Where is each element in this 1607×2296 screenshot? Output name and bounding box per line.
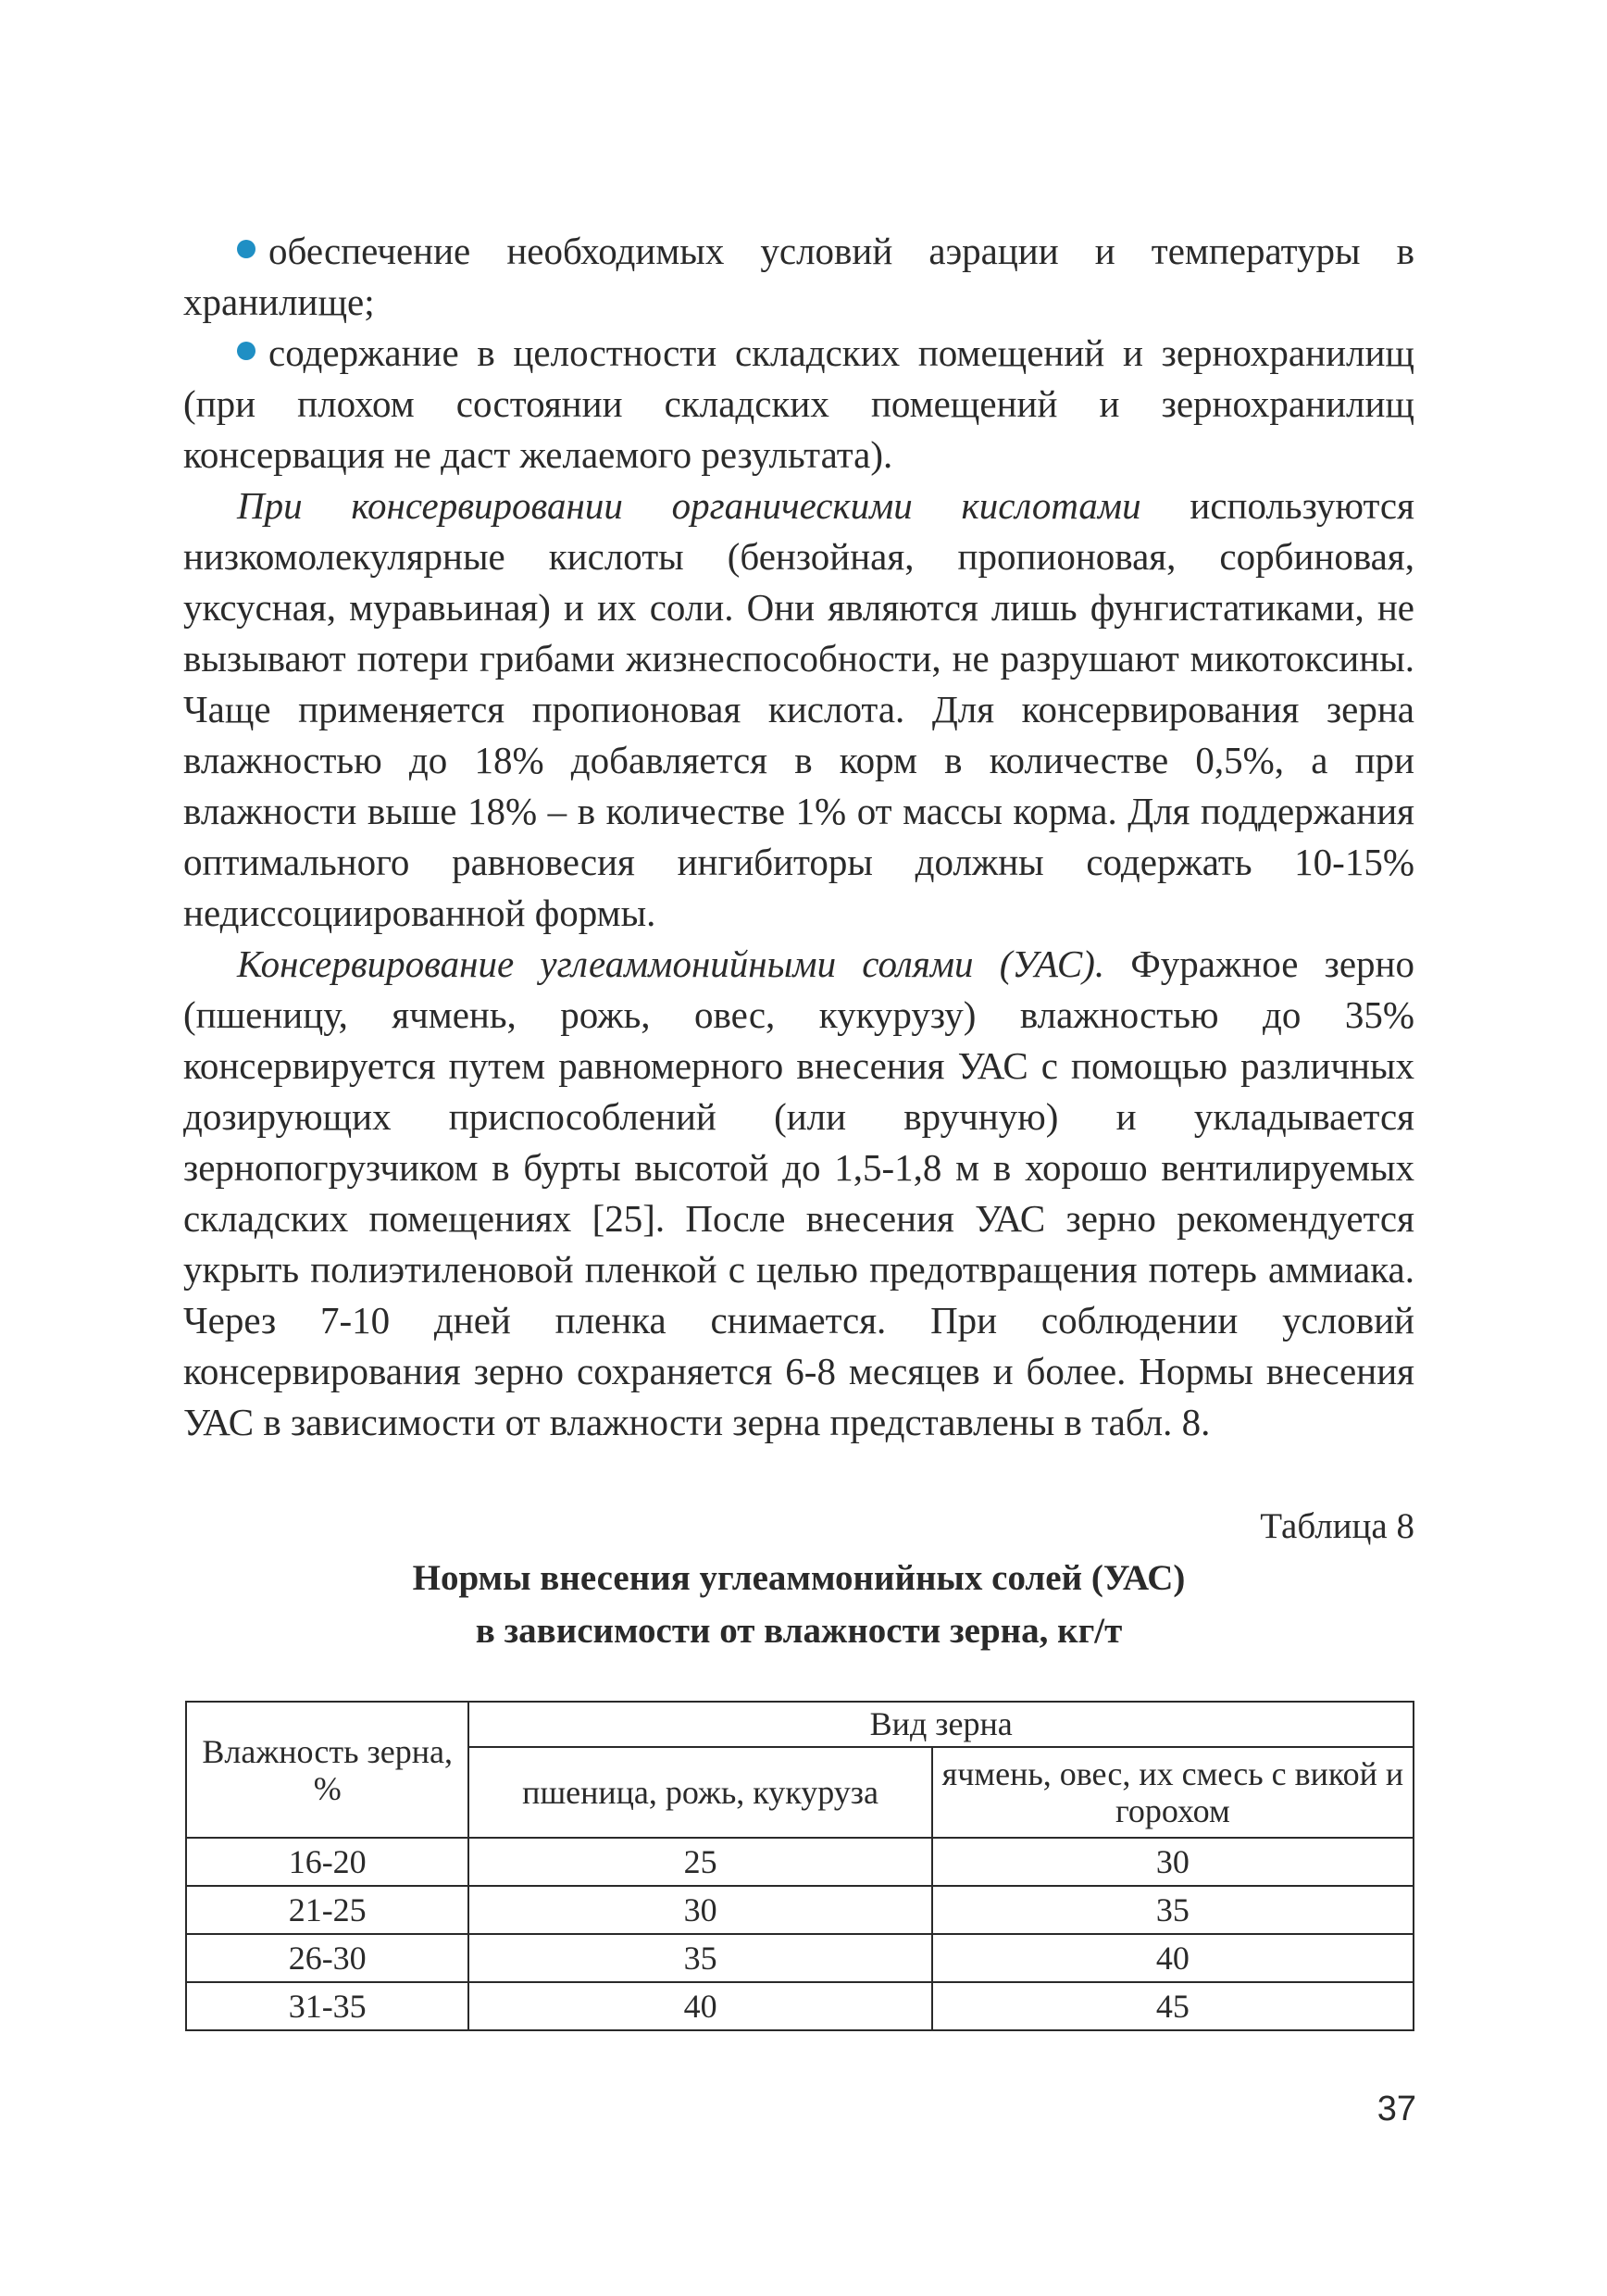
bullet-icon: [237, 342, 255, 360]
bullet-icon: [237, 240, 255, 258]
cell-wheat: 40: [468, 1982, 931, 2030]
paragraph-italic-lead: Консервирование углеаммонийными солями (УАС).: [237, 942, 1105, 985]
body-text: [183, 226, 1414, 1448]
paragraph-organic-acids: [183, 480, 1414, 939]
paragraph-italic-lead: При консервировании органическими кислотами: [237, 484, 1141, 527]
cell-wheat: 25: [468, 1838, 931, 1886]
header-moisture: Влажность зерна, %: [186, 1702, 468, 1838]
cell-moisture: 16-20: [186, 1838, 468, 1886]
cell-wheat: 35: [468, 1934, 931, 1982]
bullet-item: [183, 226, 1414, 328]
paragraph-text: используются низкомолекулярные кислоты (бензойная, пропионовая, сорбиновая, уксусная, муравьиная) и их соли. Они являются лишь фунгистатиками, не вызывают потери грибами жизнеспособности, не разрушают микотоксины. Чаще применяется пропионовая кислота. Для консервирования зерна влажностью до 18% добавляется в корм в количестве 0,5%, а при влажности выше 18% – в количестве 1% от массы корма. Для поддержания оптимального равновесия ингибиторы должны содержать 10-15% недиссоциированной формы.: [183, 484, 1414, 934]
cell-barley: 35: [932, 1886, 1414, 1934]
table-row: [186, 1886, 1414, 1934]
bullet-item: [183, 328, 1414, 480]
table-row: [186, 1934, 1414, 1982]
cell-barley: 30: [932, 1838, 1414, 1886]
paragraph-uas: [183, 939, 1414, 1448]
table-title: [183, 1552, 1414, 1657]
cell-barley: 40: [932, 1934, 1414, 1982]
cell-wheat: 30: [468, 1886, 931, 1934]
cell-moisture: 21-25: [186, 1886, 468, 1934]
table-row: [186, 1838, 1414, 1886]
page-number: 37: [1377, 2090, 1416, 2128]
header-grain-type: Вид зерна: [468, 1702, 1414, 1747]
cell-barley: 45: [932, 1982, 1414, 2030]
bullet-text: обеспечение необходимых условий аэрации и температуры в хранилище;: [183, 230, 1414, 323]
table-title-line: в зависимости от влажности зерна, кг/т: [475, 1611, 1123, 1651]
table-title-line: Нормы внесения углеаммонийных солей (УАС): [412, 1558, 1186, 1598]
table-label: Таблица 8: [1260, 1506, 1414, 1546]
table-header-row: [186, 1702, 1414, 1747]
norms-table: [185, 1701, 1414, 2031]
header-wheat: пшеница, рожь, кукуруза: [468, 1747, 931, 1838]
header-barley: ячмень, овес, их смесь с викой и горохом: [932, 1747, 1414, 1838]
cell-moisture: 26-30: [186, 1934, 468, 1982]
bullet-text: содержание в целостности складских помещений и зернохранилищ (при плохом состоянии складских помещений и зернохранилищ консервация не даст желаемого результата).: [183, 331, 1414, 476]
table-row: [186, 1982, 1414, 2030]
cell-moisture: 31-35: [186, 1982, 468, 2030]
paragraph-text: Фуражное зерно (пшеницу, ячмень, рожь, овес, кукурузу) влажностью до 35% консервируется путем равномерного внесения УАС с помощью различных дозирующих приспособлений (или вручную) и укладывается зернопогрузчиком в бурты высотой до 1,5-1,8 м в хорошо вентилируемых складских помещениях [25]. После внесения УАС зерно рекомендуется укрыть полиэтиленовой пленкой с целью предотвращения потерь аммиака. Через 7-10 дней пленка снимается. При соблюдении условий консервирования зерно сохраняется 6-8 месяцев и более. Нормы внесения УАС в зависимости от влажности зерна представлены в табл. 8.: [183, 942, 1414, 1443]
